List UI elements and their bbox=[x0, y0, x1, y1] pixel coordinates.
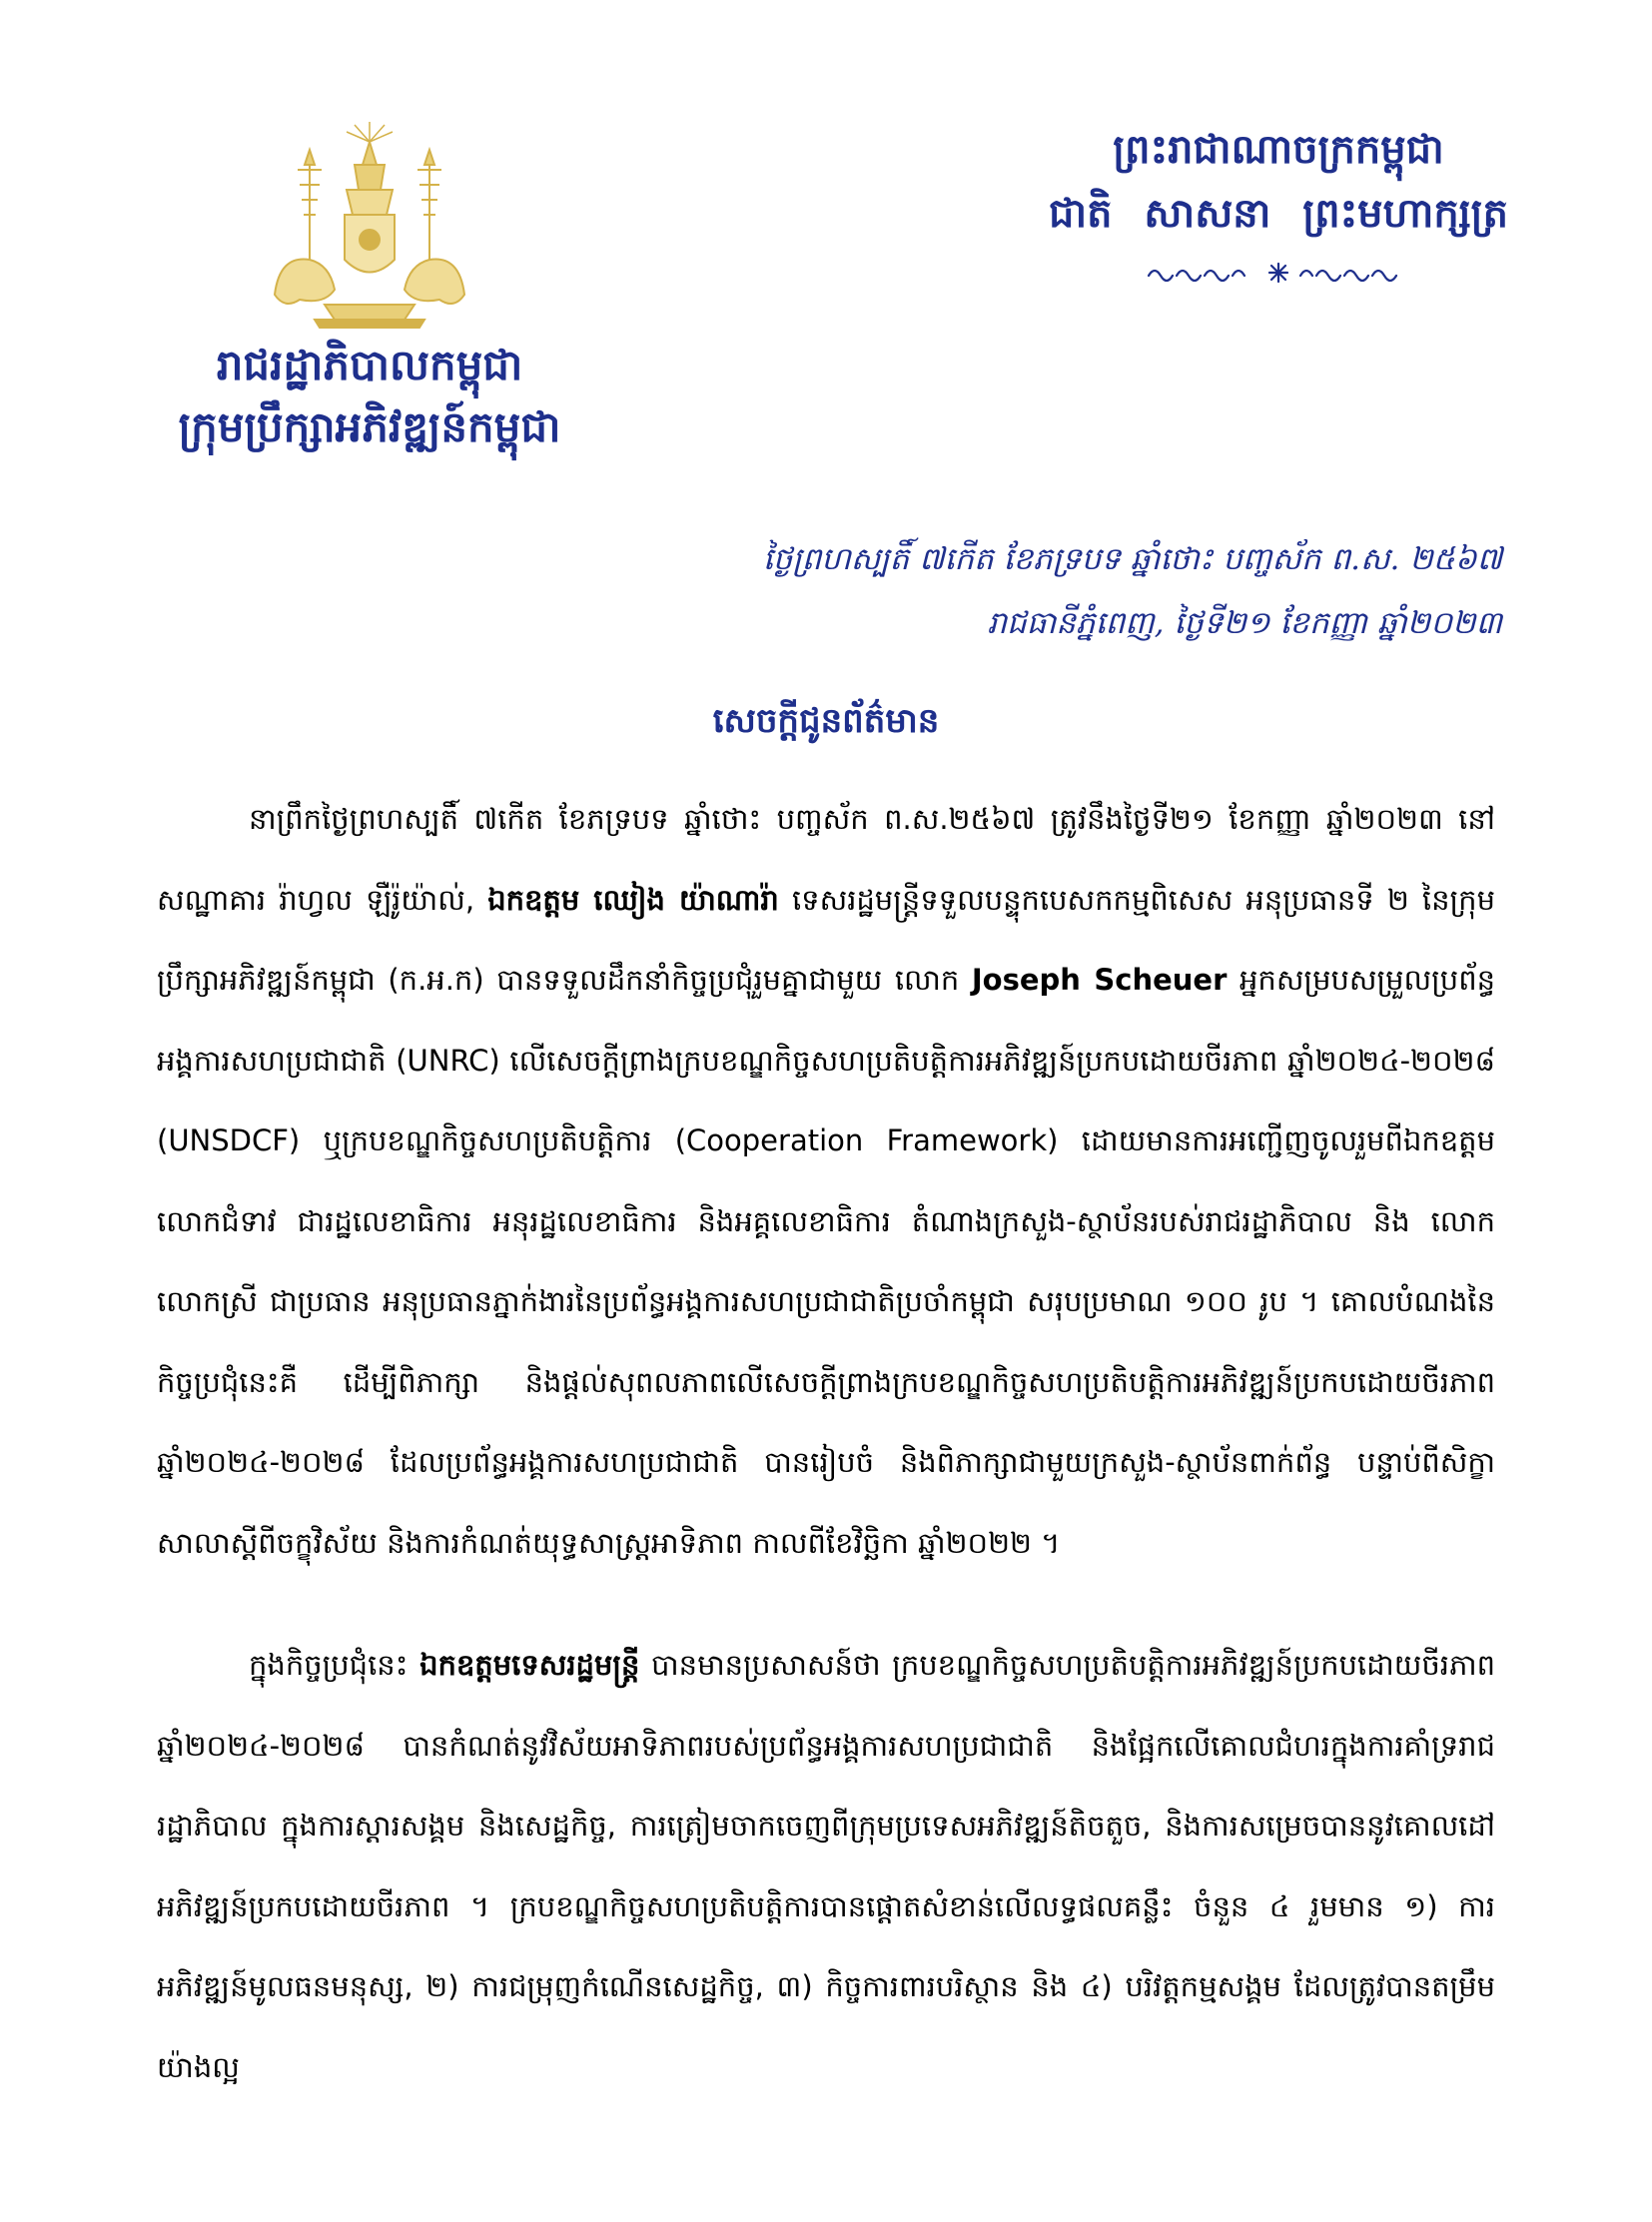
minister-title: ឯកឧត្តមទេសរដ្ឋមន្ត្រី bbox=[419, 1648, 640, 1682]
solar-date-and-place: រាជធានីភ្នំពេញ, ថ្ងៃទី២១ ខែកញ្ញា ឆ្នាំ២០២៣ bbox=[987, 605, 1502, 641]
paragraph-2-text-a: ក្នុងកិច្ចប្រជុំនេះ bbox=[249, 1648, 420, 1682]
royal-coat-of-arms-emblem bbox=[255, 120, 484, 330]
lunar-date: ថ្ងៃព្រហស្បតិ៍ ៧កើត ខែភទ្របទ ឆ្នាំថោះ បញ្ចស័ក ព.ស. ២៥៦៧ bbox=[762, 541, 1502, 577]
paragraph-1-text-a: នាព្រឹកថ្ងៃព្រហស្បតិ៍ ៧កើត ខែភទ្របទ ឆ្នាំថោះ បញ្ចស័ក ព.ស.២៥៦៧ ត្រូវនឹងថ្ងៃទី២១ ខែកញ្ញា ឆ្នាំ២០២៣ នៅសណ្ឋាគារ រ៉ាហ្វល ឡឺរ៉ូយ៉ាល់, bbox=[157, 802, 1495, 917]
paragraph-2-text-b: បានមានប្រសាសន៍ថា ក្របខណ្ឌកិច្ចសហប្រតិបត្តិការអភិវឌ្ឍន៍ប្រកបដោយចីរភាព ឆ្នាំ២០២៤-២០២៨ បានកំណត់នូវវិស័យអាទិភាពរបស់ប្រព័ន្ធអង្គការសហប្រជាជាតិ និងផ្អែកលើគោលជំហរក្នុងការគាំទ្ររាជរដ្ឋាភិបាល ក្នុងការស្តារសង្គម និងសេដ្ឋកិច្ច, ការត្រៀមចាកចេញពីក្រុមប្រទេសអភិវឌ្ឍន៍តិចតួច, និងការសម្រេចបាននូវគោលដៅអភិវឌ្ឍន៍ប្រកបដោយចីរភាព ។ ក្របខណ្ឌកិច្ចសហប្រតិបត្តិការបានផ្តោតសំខាន់លើលទ្ធផលគន្លឹះ ចំនួន ៤ រួមមាន ១) ការអភិវឌ្ឍន៍មូលធនមនុស្ស, ២) ការជម្រុញកំណើនសេដ្ឋកិច្ច, ៣) កិច្ចការពារបរិស្ថាន និង ៤) បរិវត្តកម្មសង្គម ដែលត្រូវបានតម្រឹមយ៉ាងល្អ bbox=[157, 1648, 1495, 2084]
paragraph-1 bbox=[157, 779, 1495, 1583]
national-motto: ជាតិ សាសនា ព្រះមហាក្សត្រ bbox=[1049, 190, 1508, 237]
issuing-organization bbox=[155, 335, 584, 458]
kingdom-header bbox=[1039, 118, 1518, 290]
decorative-divider-ornament bbox=[1039, 260, 1518, 290]
paragraph-2 bbox=[157, 1625, 1495, 2107]
council-name: ក្រុមប្រឹក្សាអភិវឌ្ឍន៍កម្ពុជា bbox=[178, 402, 561, 451]
paragraph-1-text-b: ទេសរដ្ឋមន្ត្រីទទួលបន្ទុកបេសកកម្មពិសេស អនុប្រធានទី ២ នៃក្រុមប្រឹក្សាអភិវឌ្ឍន៍កម្ពុជា (ក.អ.ក) បានទទួលដឹកនាំកិច្ចប្រជុំរួមគ្នាជាមួយ លោក bbox=[157, 882, 1495, 997]
paragraph-1-text-c: អ្នកសម្របសម្រួលប្រព័ន្ធអង្គការសហប្រជាជាតិ (UNRC) លើសេចក្តីព្រាងក្របខណ្ឌកិច្ចសហប្រតិបត្តិការអភិវឌ្ឍន៍ប្រកបដោយចីរភាព ឆ្នាំ២០២៤-២០២៨ (UNSDCF) ឬក្របខណ្ឌកិច្ចសហប្រតិបត្តិការ (Cooperation Framework) ដោយមានការអញ្ជើញចូលរួមពីឯកឧត្តម លោកជំទាវ ជារដ្ឋលេខាធិការ អនុរដ្ឋលេខាធិការ និងអគ្គលេខាធិការ តំណាងក្រសួង-ស្ថាប័នរបស់រាជរដ្ឋាភិបាល និង លោក លោកស្រី ជាប្រធាន អនុប្រធានភ្នាក់ងារនៃប្រព័ន្ធអង្គការសហប្រជាជាតិប្រចាំកម្ពុជា សរុបប្រមាណ ១០០ រូប ។ គោលបំណងនៃកិច្ចប្រជុំនេះគឺ ដើម្បីពិភាក្សា និងផ្តល់សុពលភាពលើសេចក្តីព្រាងក្របខណ្ឌកិច្ចសហប្រតិបត្តិការអភិវឌ្ឍន៍ប្រកបដោយចីរភាព ឆ្នាំ២០២៤-២០២៨ ដែលប្រព័ន្ធអង្គការសហប្រជាជាតិ បានរៀបចំ និងពិភាក្សាជាមួយក្រសួង-ស្ថាប័នពាក់ព័ន្ធ បន្ទាប់ពីសិក្ខាសាលាស្តីពីចក្ខុវិស័យ និងការកំណត់យុទ្ធសាស្ត្រអាទិភាព កាលពីខែវិច្ឆិកា ឆ្នាំ២០២២ ។ bbox=[157, 963, 1496, 1560]
document-body bbox=[157, 779, 1495, 2107]
government-name: រាជរដ្ឋាភិបាលកម្ពុជា bbox=[216, 341, 523, 389]
minister-name: ឯកឧត្តម ឈៀង យ៉ាណារ៉ា bbox=[487, 882, 779, 917]
kingdom-name: ព្រះរាជាណាចក្រកម្ពុជា bbox=[1113, 126, 1444, 173]
document-title: សេចក្តីជូនព័ត៌មាន bbox=[712, 701, 940, 741]
document-date bbox=[763, 527, 1502, 655]
guest-name: Joseph Scheuer bbox=[971, 963, 1228, 997]
